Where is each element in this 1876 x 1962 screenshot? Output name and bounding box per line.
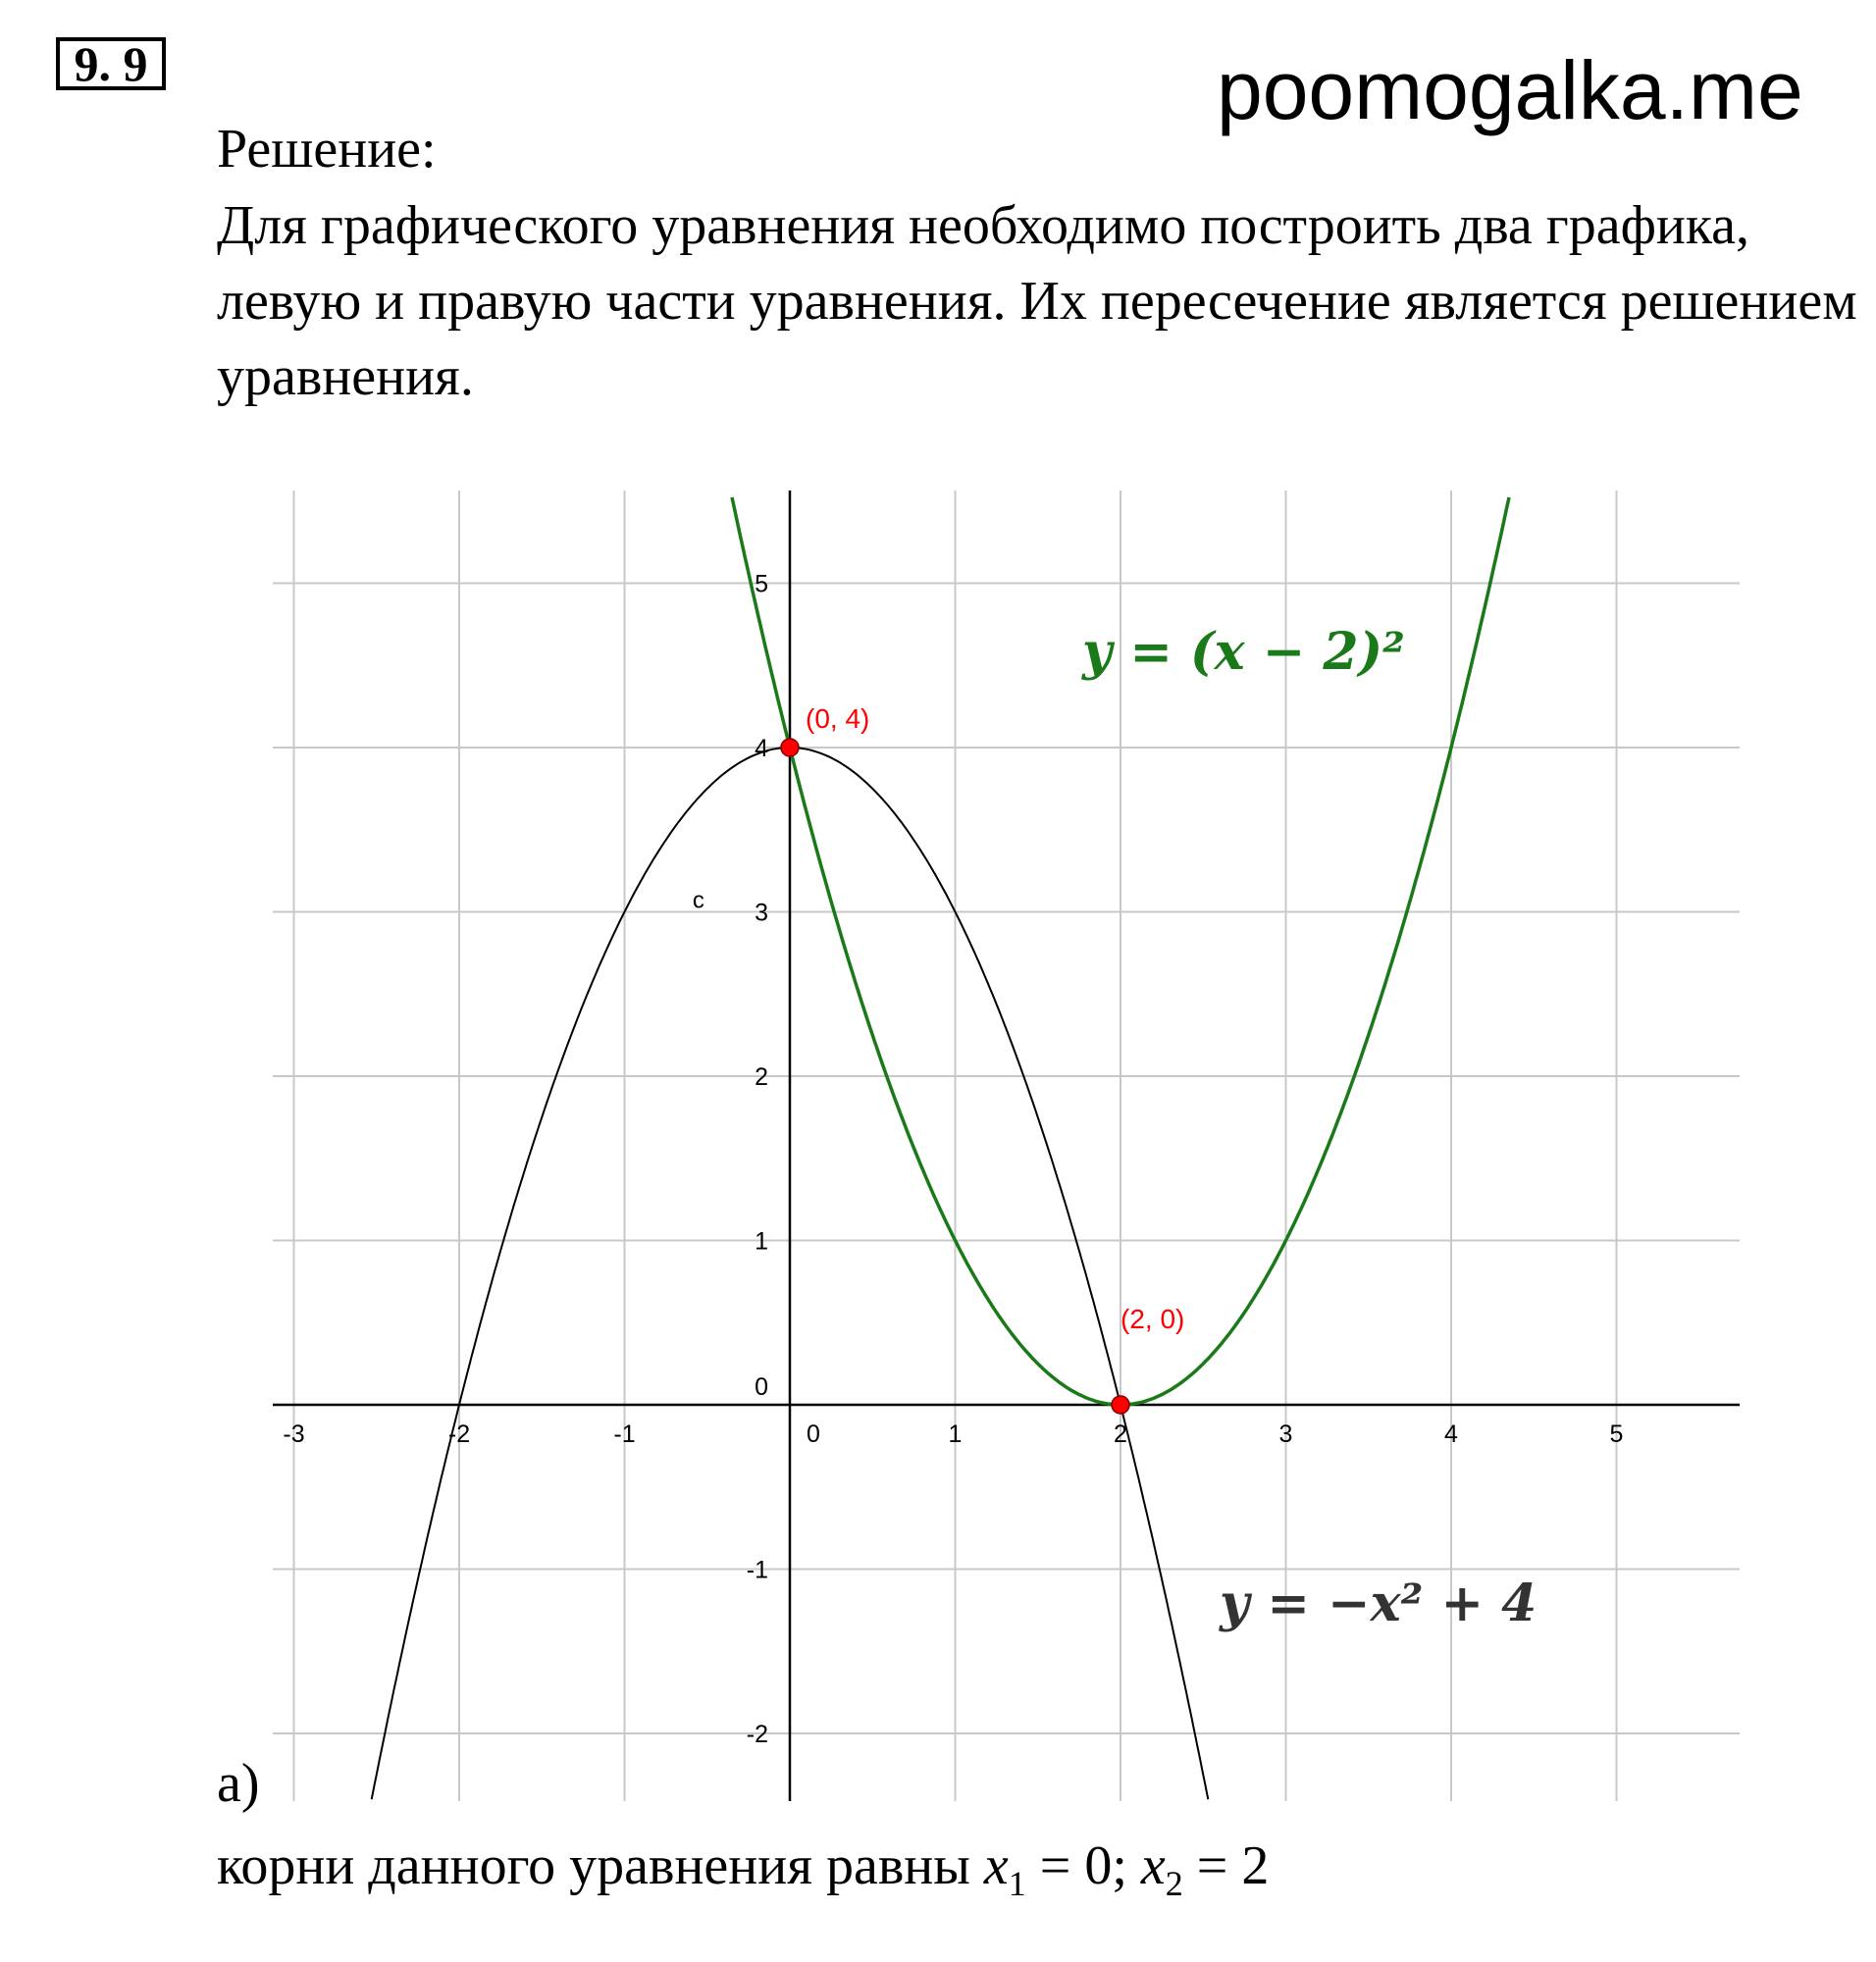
x2-variable: x (1140, 1835, 1166, 1896)
answer-text: корни данного уравнения равны (217, 1835, 984, 1896)
solution-heading: Решение: (217, 119, 437, 180)
x2-value: = 2 (1182, 1835, 1270, 1896)
site-watermark: poomogalka.me (1217, 44, 1803, 136)
intersection-point (781, 739, 799, 756)
y-tick-label: 0 (755, 1373, 768, 1401)
curve-annotation-label: c (692, 887, 704, 914)
x2-subscript: 2 (1165, 1864, 1183, 1904)
y-tick-label: 1 (755, 1227, 768, 1256)
green-curve-formula-label: y = (x − 2)² (1082, 622, 1405, 682)
x-tick-label: 5 (1609, 1420, 1624, 1448)
intersection-point (1112, 1396, 1129, 1414)
x-tick-label: 1 (948, 1420, 963, 1448)
x1-variable: x (983, 1835, 1009, 1896)
y-tick-label: -2 (746, 1721, 768, 1748)
x-tick-label: 3 (1278, 1420, 1293, 1448)
x-tick-label: -1 (613, 1420, 636, 1448)
solution-text: Для графического уравнения необходимо построить два графика, левую и правую части уравнения. Их пересечение является решением уравнения. (217, 195, 1857, 407)
x1-subscript: 1 (1008, 1864, 1026, 1904)
x1-value: = 0; (1025, 1835, 1141, 1896)
y-tick-label: 3 (755, 899, 768, 927)
part-label: а) (217, 1753, 260, 1814)
y-tick-label: 4 (755, 735, 768, 762)
x-tick-label: 0 (807, 1420, 820, 1448)
x-tick-label: 2 (1114, 1420, 1127, 1448)
y-tick-label: 5 (755, 570, 768, 598)
black-curve-formula-label: y = −x² + 4 (1220, 1574, 1537, 1633)
y-tick-label: -1 (746, 1556, 768, 1584)
x-tick-label: 4 (1444, 1420, 1458, 1448)
answer-line (217, 1831, 1269, 1919)
x-tick-label: -3 (283, 1420, 305, 1448)
x-tick-label: -2 (447, 1420, 471, 1448)
y-tick-label: 2 (755, 1063, 768, 1091)
intersection-point-label: (0, 4) (806, 703, 870, 734)
intersection-point-label: (2, 0) (1120, 1304, 1185, 1334)
problem-number: 9. 9 (56, 37, 166, 90)
